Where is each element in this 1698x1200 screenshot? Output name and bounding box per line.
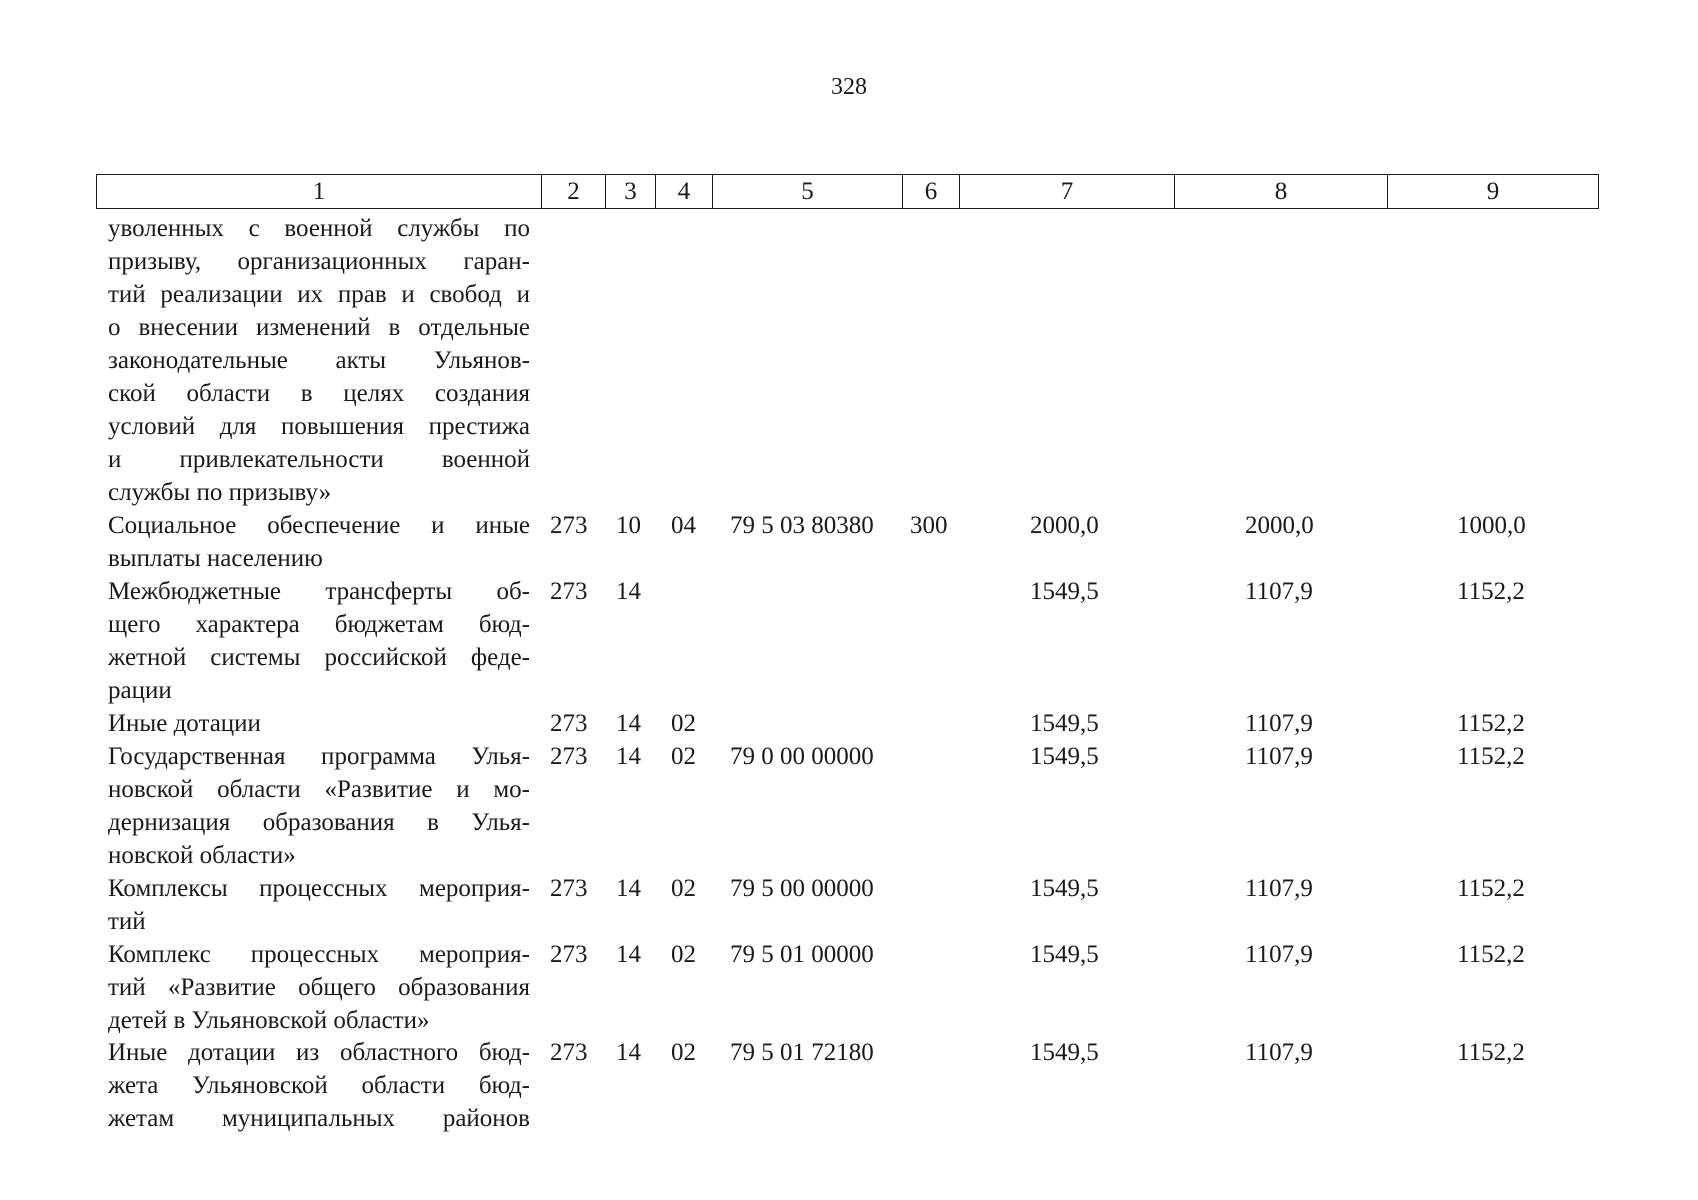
description-line: уволенных с военной службы по: [108, 215, 530, 242]
cell-col-5: 79 5 01 72180: [730, 1039, 874, 1066]
column-header-4: 4: [656, 175, 713, 209]
description-line: и привлекательности военной: [108, 446, 530, 473]
cell-col-4: 02: [671, 743, 696, 770]
description-line: призыву, организационных гаран-: [108, 248, 530, 275]
cell-col-8: 1107,9: [1245, 941, 1313, 968]
description-line: Государственная программа Улья-: [108, 743, 530, 770]
description-line: тий: [108, 908, 146, 935]
description-line: Комплексы процессных мероприя-: [108, 875, 530, 902]
cell-col-7: 2000,0: [1030, 512, 1099, 539]
cell-col-4: 02: [671, 875, 696, 902]
row-description: [108, 212, 530, 509]
cell-col-8: 2000,0: [1245, 512, 1314, 539]
description-line: дернизация образования в Улья-: [108, 809, 530, 836]
cell-col-4: 02: [671, 941, 696, 968]
cell-col-3: 14: [616, 710, 641, 737]
cell-col-3: 14: [616, 941, 641, 968]
column-header-row: [97, 175, 1599, 209]
cell-col-5: 79 5 03 80380: [730, 512, 874, 539]
row-description: [108, 575, 530, 707]
description-line: законодательные акты Ульянов-: [108, 347, 530, 374]
cell-col-4: 04: [671, 512, 696, 539]
column-header-2: 2: [542, 175, 606, 209]
description-line: рации: [108, 677, 172, 704]
cell-col-7: 1549,5: [1030, 743, 1099, 770]
row-description: [108, 872, 530, 938]
cell-col-3: 14: [616, 1039, 641, 1066]
cell-col-9: 1000,0: [1457, 512, 1526, 539]
cell-col-2: 273: [550, 743, 588, 770]
description-line: новской области «Развитие и мо-: [108, 776, 530, 803]
cell-col-3: 10: [616, 512, 641, 539]
description-line: детей в Ульяновской области»: [108, 1007, 430, 1034]
column-header-1: 1: [97, 175, 542, 209]
cell-col-9: 1152,2: [1457, 743, 1525, 770]
cell-col-9: 1152,2: [1457, 941, 1525, 968]
cell-col-3: 14: [616, 743, 641, 770]
description-line: тий реализации их прав и свобод и: [108, 281, 530, 308]
column-header-7: 7: [960, 175, 1175, 209]
column-header-table: [96, 174, 1599, 209]
cell-col-8: 1107,9: [1245, 743, 1313, 770]
cell-col-3: 14: [616, 875, 641, 902]
row-description: [108, 938, 530, 1037]
description-line: о внесении изменений в отдельные: [108, 314, 530, 341]
description-line: ской области в целях создания: [108, 380, 530, 407]
cell-col-7: 1549,5: [1030, 710, 1099, 737]
cell-col-2: 273: [550, 875, 588, 902]
cell-col-8: 1107,9: [1245, 875, 1313, 902]
cell-col-4: 02: [671, 710, 696, 737]
description-line: Иные дотации из областного бюд-: [108, 1039, 530, 1066]
cell-col-8: 1107,9: [1245, 578, 1313, 605]
description-line: Иные дотации: [108, 710, 261, 737]
cell-col-9: 1152,2: [1457, 578, 1525, 605]
description-line: выплаты населению: [108, 545, 323, 572]
description-line: щего характера бюджетам бюд-: [108, 611, 530, 638]
column-header-9: 9: [1388, 175, 1599, 209]
description-line: жетам муниципальных районов: [108, 1105, 530, 1132]
cell-col-6: 300: [910, 512, 948, 539]
cell-col-7: 1549,5: [1030, 941, 1099, 968]
column-header-5: 5: [713, 175, 903, 209]
description-line: жета Ульяновской области бюд-: [108, 1072, 530, 1099]
cell-col-3: 14: [616, 578, 641, 605]
column-header-6: 6: [903, 175, 960, 209]
column-header-8: 8: [1175, 175, 1388, 209]
row-description: [108, 740, 530, 872]
row-description: [108, 1036, 530, 1135]
cell-col-2: 273: [550, 941, 588, 968]
description-line: Межбюджетные трансферты об-: [108, 578, 530, 605]
cell-col-2: 273: [550, 512, 588, 539]
cell-col-7: 1549,5: [1030, 875, 1099, 902]
description-line: новской области»: [108, 842, 296, 869]
column-header-3: 3: [606, 175, 656, 209]
cell-col-4: 02: [671, 1039, 696, 1066]
description-line: Социальное обеспечение и иные: [108, 512, 530, 539]
description-line: условий для повышения престижа: [108, 413, 530, 440]
page-number: 328: [831, 74, 867, 100]
cell-col-5: 79 5 00 00000: [730, 875, 874, 902]
cell-col-9: 1152,2: [1457, 710, 1525, 737]
cell-col-5: 79 0 00 00000: [730, 743, 874, 770]
cell-col-5: 79 5 01 00000: [730, 941, 874, 968]
row-description: [108, 707, 530, 740]
row-description: [108, 509, 530, 575]
cell-col-9: 1152,2: [1457, 875, 1525, 902]
description-line: службы по призыву»: [108, 479, 332, 506]
cell-col-9: 1152,2: [1457, 1039, 1525, 1066]
cell-col-7: 1549,5: [1030, 578, 1099, 605]
cell-col-2: 273: [550, 1039, 588, 1066]
cell-col-8: 1107,9: [1245, 710, 1313, 737]
cell-col-2: 273: [550, 710, 588, 737]
cell-col-7: 1549,5: [1030, 1039, 1099, 1066]
cell-col-8: 1107,9: [1245, 1039, 1313, 1066]
description-line: Комплекс процессных мероприя-: [108, 941, 530, 968]
description-line: тий «Развитие общего образования: [108, 974, 530, 1001]
description-line: жетной системы российской феде-: [108, 644, 530, 671]
cell-col-2: 273: [550, 578, 588, 605]
